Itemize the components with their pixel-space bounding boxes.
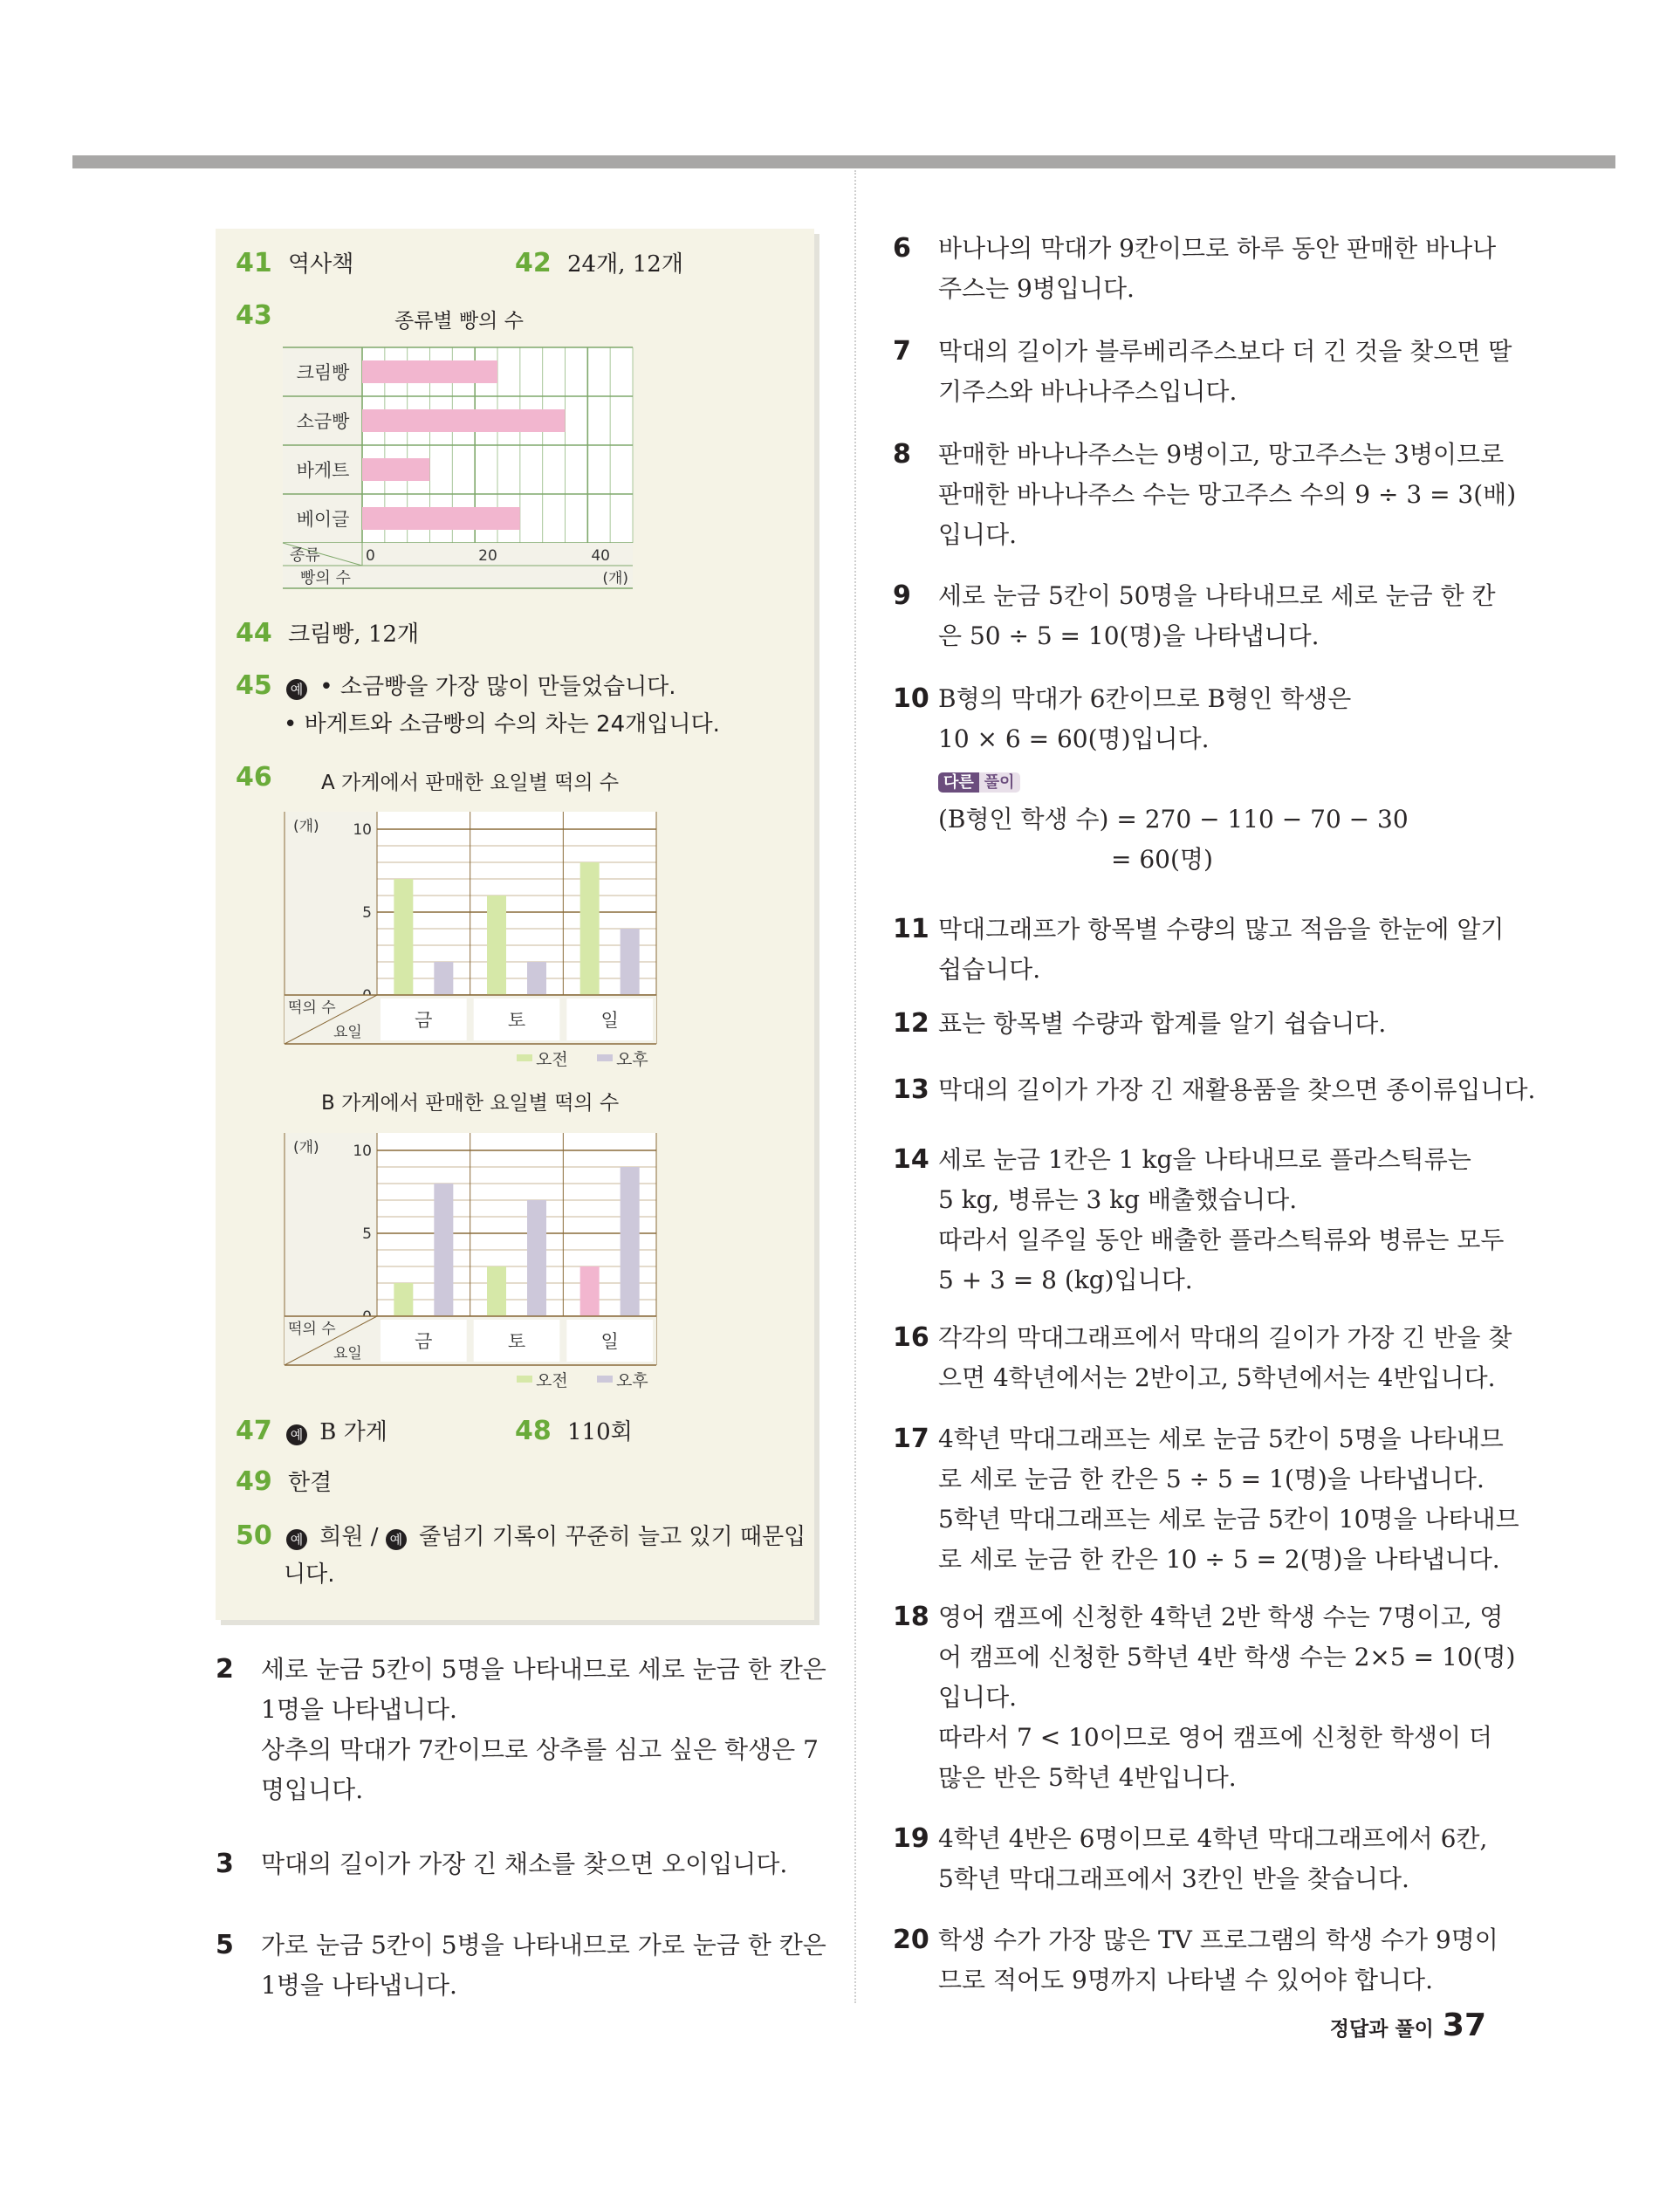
explanation-number: 13 xyxy=(893,1074,929,1105)
bar xyxy=(362,458,430,481)
example-mark: 예 xyxy=(286,1529,307,1550)
tick-label: 40 xyxy=(591,547,610,565)
bar xyxy=(527,1200,546,1316)
explanation-number: 10 xyxy=(893,683,929,714)
category-label: 바게트 xyxy=(296,460,350,481)
explanation-number: 3 xyxy=(216,1849,234,1879)
explanation-number: 14 xyxy=(893,1144,929,1175)
unit-label: (개) xyxy=(293,818,319,835)
explanation-item xyxy=(893,1819,1504,1899)
example-mark: 예 xyxy=(386,1529,407,1550)
tick-label: 10 xyxy=(353,821,372,839)
explanation-line: 1병을 나타냅니다. xyxy=(261,1971,457,2000)
category-label: 일 xyxy=(600,1331,619,1352)
plot-background xyxy=(377,812,656,995)
bar xyxy=(580,1266,600,1316)
explanation-number: 12 xyxy=(893,1008,929,1039)
explanation-number: 8 xyxy=(893,439,911,470)
explanation-line: 4학년 4반은 6명이므로 4학년 막대그래프에서 6칸, xyxy=(938,1824,1488,1853)
chart-43-title: 종류별 빵의 수 xyxy=(394,310,524,333)
category-label: 토 xyxy=(507,1331,526,1352)
tag-part: 풀이 xyxy=(979,772,1020,793)
chart-46b xyxy=(281,1124,665,1395)
page-number: 37 xyxy=(1442,2007,1486,2043)
explanation-item xyxy=(893,576,1504,656)
explanation-item xyxy=(893,1920,1504,2001)
explanation-line: 5 kg, 병류는 3 kg 배출했습니다. xyxy=(938,1185,1298,1214)
answer-41: 41 역사책 xyxy=(236,248,354,278)
unit-label: (개) xyxy=(602,570,628,587)
explanation-line: 므로 적어도 9명까지 나타낼 수 있어야 합니다. xyxy=(938,1966,1433,1994)
explanation-item xyxy=(893,229,1504,309)
chart-46b-title: B 가게에서 판매한 요일별 떡의 수 xyxy=(321,1092,620,1115)
chart-46a xyxy=(281,803,665,1074)
explanation-line: 입니다. xyxy=(938,520,1018,549)
explanation-line: 따라서 7 < 10이므로 영어 캠프에 신청한 학생이 더 xyxy=(938,1723,1492,1752)
explanation-number: 9 xyxy=(893,580,911,611)
explanation-number: 17 xyxy=(893,1424,929,1454)
explanation-line: B형의 막대가 6칸이므로 B형인 학생은 xyxy=(938,684,1352,713)
category-label: 일 xyxy=(600,1010,619,1031)
chart-43 xyxy=(279,342,637,595)
explanation-item xyxy=(893,1004,1504,1044)
explanation-number: 20 xyxy=(893,1925,929,1955)
category-label: 크림빵 xyxy=(296,362,350,383)
legend-label: 오전 xyxy=(536,1371,568,1390)
explanation-item xyxy=(893,435,1517,555)
bar xyxy=(580,862,600,995)
alternate-solution-line: (B형인 학생 수) = 270 − 110 − 70 − 30 xyxy=(938,805,1409,834)
bar xyxy=(394,1283,413,1316)
answer-45-line2: • 바게트와 소금빵의 수의 차는 24개입니다. xyxy=(284,711,720,738)
explanation-number: 11 xyxy=(893,914,929,944)
explanation-line: 기주스와 바나나주스입니다. xyxy=(938,377,1238,406)
bar xyxy=(434,1184,453,1316)
alternate-solution-tag xyxy=(938,772,1020,794)
category-label: 금 xyxy=(415,1331,433,1352)
explanation-line: 5학년 막대그래프에서 3칸인 반을 찾습니다. xyxy=(938,1864,1409,1893)
unit-label: (개) xyxy=(293,1139,319,1156)
answer-50: 50 예 희원 / 예 줄넘기 기록이 꾸준히 늘고 있기 때문입 xyxy=(236,1520,806,1551)
explanation-line: 로 세로 눈금 한 칸은 10 ÷ 5 = 2(명)을 나타냅니다. xyxy=(938,1545,1500,1574)
explanation-line: 막대그래프가 항목별 수량의 많고 적음을 한눈에 알기 xyxy=(938,915,1505,944)
explanation-item xyxy=(216,1650,826,1810)
category-label: 소금빵 xyxy=(296,411,350,432)
answer-44: 44 크림빵, 12개 xyxy=(236,618,420,649)
corner-label-bottom: 요일 xyxy=(333,1024,362,1041)
corner-label-top: 떡의 수 xyxy=(288,1321,336,1338)
category-label: 베이글 xyxy=(296,509,350,530)
bar xyxy=(362,409,566,432)
corner-label-bottom: 요일 xyxy=(333,1345,362,1362)
example-mark: 예 xyxy=(286,1424,307,1445)
plot-background xyxy=(377,1133,656,1316)
explanation-line: 많은 반은 5학년 4반입니다. xyxy=(938,1763,1237,1792)
answer-45: 45 예 • 소금빵을 가장 많이 만들었습니다. xyxy=(236,670,676,701)
bar xyxy=(487,1266,506,1316)
explanation-line: 막대의 길이가 가장 긴 채소를 찾으면 오이입니다. xyxy=(261,1850,788,1878)
explanation-number: 6 xyxy=(893,233,911,264)
category-label: 토 xyxy=(507,1010,526,1031)
tick-label: 0 xyxy=(366,547,375,565)
bar xyxy=(362,360,497,383)
legend-swatch xyxy=(597,1376,613,1383)
explanation-number: 7 xyxy=(893,336,911,367)
explanation-line: 으면 4학년에서는 2반이고, 5학년에서는 4반입니다. xyxy=(938,1363,1496,1392)
explanation-item xyxy=(893,1070,1536,1110)
explanation-item xyxy=(893,909,1504,990)
answer-46-number: 46 xyxy=(236,762,272,793)
chart-46a-title: A 가게에서 판매한 요일별 떡의 수 xyxy=(321,772,620,794)
explanation-line: 따라서 일주일 동안 배출한 플라스틱류와 병류는 모두 xyxy=(938,1225,1505,1254)
tick-label: 5 xyxy=(362,1225,372,1243)
explanation-item xyxy=(216,1844,826,1884)
explanation-line: 세로 눈금 5칸이 50명을 나타내므로 세로 눈금 한 칸 xyxy=(938,581,1496,610)
explanation-line: 주스는 9병입니다. xyxy=(938,274,1135,303)
answer-42: 42 24개, 12개 xyxy=(515,248,683,278)
bar xyxy=(621,1167,640,1316)
tag-part: 다른 xyxy=(938,772,979,793)
explanation-item xyxy=(893,1140,1504,1301)
footer-label: 정답과 풀이 xyxy=(1329,2018,1434,2041)
explanation-number: 19 xyxy=(893,1823,929,1854)
answer-47: 47 예 B 가게 xyxy=(236,1416,387,1446)
example-mark: 예 xyxy=(286,679,307,700)
column-divider xyxy=(854,170,856,2003)
explanation-item xyxy=(893,1419,1519,1580)
legend-swatch xyxy=(517,1054,532,1061)
explanation-line: 10 × 6 = 60(명)입니다. xyxy=(938,724,1210,753)
explanation-line: 로 세로 눈금 한 칸은 5 ÷ 5 = 1(명)을 나타냅니다. xyxy=(938,1465,1485,1493)
bar xyxy=(527,962,546,995)
explanation-line: 영어 캠프에 신청한 4학년 2반 학생 수는 7명이고, 영 xyxy=(938,1602,1504,1631)
legend-label: 오전 xyxy=(536,1050,568,1069)
tick-label: 5 xyxy=(362,904,372,922)
explanation-line: 세로 눈금 1칸은 1 kg을 나타내므로 플라스틱류는 xyxy=(938,1145,1471,1174)
explanation-line: 판매한 바나나주스 수는 망고주스 수의 9 ÷ 3 = 3(배) xyxy=(938,480,1517,509)
answer-50-line2: 니다. xyxy=(284,1561,335,1588)
explanation-item xyxy=(893,1318,1512,1398)
explanation-number: 2 xyxy=(216,1654,234,1685)
category-label: 금 xyxy=(415,1010,433,1031)
explanation-line: 5학년 막대그래프는 세로 눈금 5칸이 10명을 나타내므 xyxy=(938,1505,1519,1534)
bar xyxy=(362,507,520,530)
legend-swatch xyxy=(597,1054,613,1061)
explanation-line: 각각의 막대그래프에서 막대의 길이가 가장 긴 반을 찾 xyxy=(938,1323,1512,1352)
explanation-line: 판매한 바나나주스는 9병이고, 망고주스는 3병이므로 xyxy=(938,440,1505,469)
explanation-line: 바나나의 막대가 9칸이므로 하루 동안 판매한 바나나 xyxy=(938,234,1497,263)
explanation-line: 어 캠프에 신청한 5학년 4반 학생 수는 2×5 = 10(명) xyxy=(938,1643,1516,1671)
explanation-line: 표는 항목별 수량과 합계를 알기 쉽습니다. xyxy=(938,1009,1387,1038)
answer-48: 48 110회 xyxy=(515,1416,633,1446)
explanation-line: 막대의 길이가 블루베리주스보다 더 긴 것을 찾으면 딸 xyxy=(938,337,1512,366)
legend-swatch xyxy=(517,1376,532,1383)
legend-label: 오후 xyxy=(616,1371,648,1390)
explanation-line: 4학년 막대그래프는 세로 눈금 5칸이 5명을 나타내므 xyxy=(938,1424,1504,1453)
explanation-line: 5 + 3 = 8 (kg)입니다. xyxy=(938,1266,1193,1294)
explanation-line: 상추의 막대가 7칸이므로 상추를 심고 싶은 학생은 7 xyxy=(261,1735,819,1764)
explanation-line: 학생 수가 가장 많은 TV 프로그램의 학생 수가 9명이 xyxy=(938,1925,1498,1954)
tick-label: 20 xyxy=(478,547,497,565)
explanation-number: 18 xyxy=(893,1602,929,1632)
answer-43-number: 43 xyxy=(236,300,272,331)
explanation-line: 입니다. xyxy=(938,1683,1018,1712)
corner-label-top: 떡의 수 xyxy=(288,999,336,1017)
explanation-item xyxy=(216,1925,826,2006)
bar xyxy=(621,929,640,995)
corner-label-bottom: 빵의 수 xyxy=(300,569,351,587)
bar xyxy=(394,879,413,995)
explanation-item xyxy=(893,1597,1516,1798)
explanation-line: 은 50 ÷ 5 = 10(명)을 나타냅니다. xyxy=(938,621,1320,650)
alternate-solution-line: = 60(명) xyxy=(1111,845,1213,874)
explanation-line: 가로 눈금 5칸이 5병을 나타내므로 가로 눈금 한 칸은 xyxy=(261,1931,826,1959)
explanation-item xyxy=(893,679,1504,880)
answer-49: 49 한결 xyxy=(236,1466,333,1497)
explanation-line: 명입니다. xyxy=(261,1775,364,1804)
explanation-number: 16 xyxy=(893,1322,929,1353)
bar xyxy=(434,962,453,995)
corner-label-top: 종류 xyxy=(290,546,320,565)
explanation-line: 세로 눈금 5칸이 5명을 나타내므로 세로 눈금 한 칸은 xyxy=(261,1655,826,1684)
header-bar xyxy=(72,155,1615,168)
legend-label: 오후 xyxy=(616,1050,648,1069)
explanation-line: 쉽습니다. xyxy=(938,955,1041,984)
explanation-item xyxy=(893,332,1512,412)
bar xyxy=(487,896,506,995)
explanation-line: 막대의 길이가 가장 긴 재활용품을 찾으면 종이류입니다. xyxy=(938,1075,1536,1104)
tick-label: 10 xyxy=(353,1143,372,1160)
page-footer xyxy=(1330,2007,1486,2043)
explanation-line: 1명을 나타냅니다. xyxy=(261,1695,457,1724)
explanation-number: 5 xyxy=(216,1930,234,1960)
